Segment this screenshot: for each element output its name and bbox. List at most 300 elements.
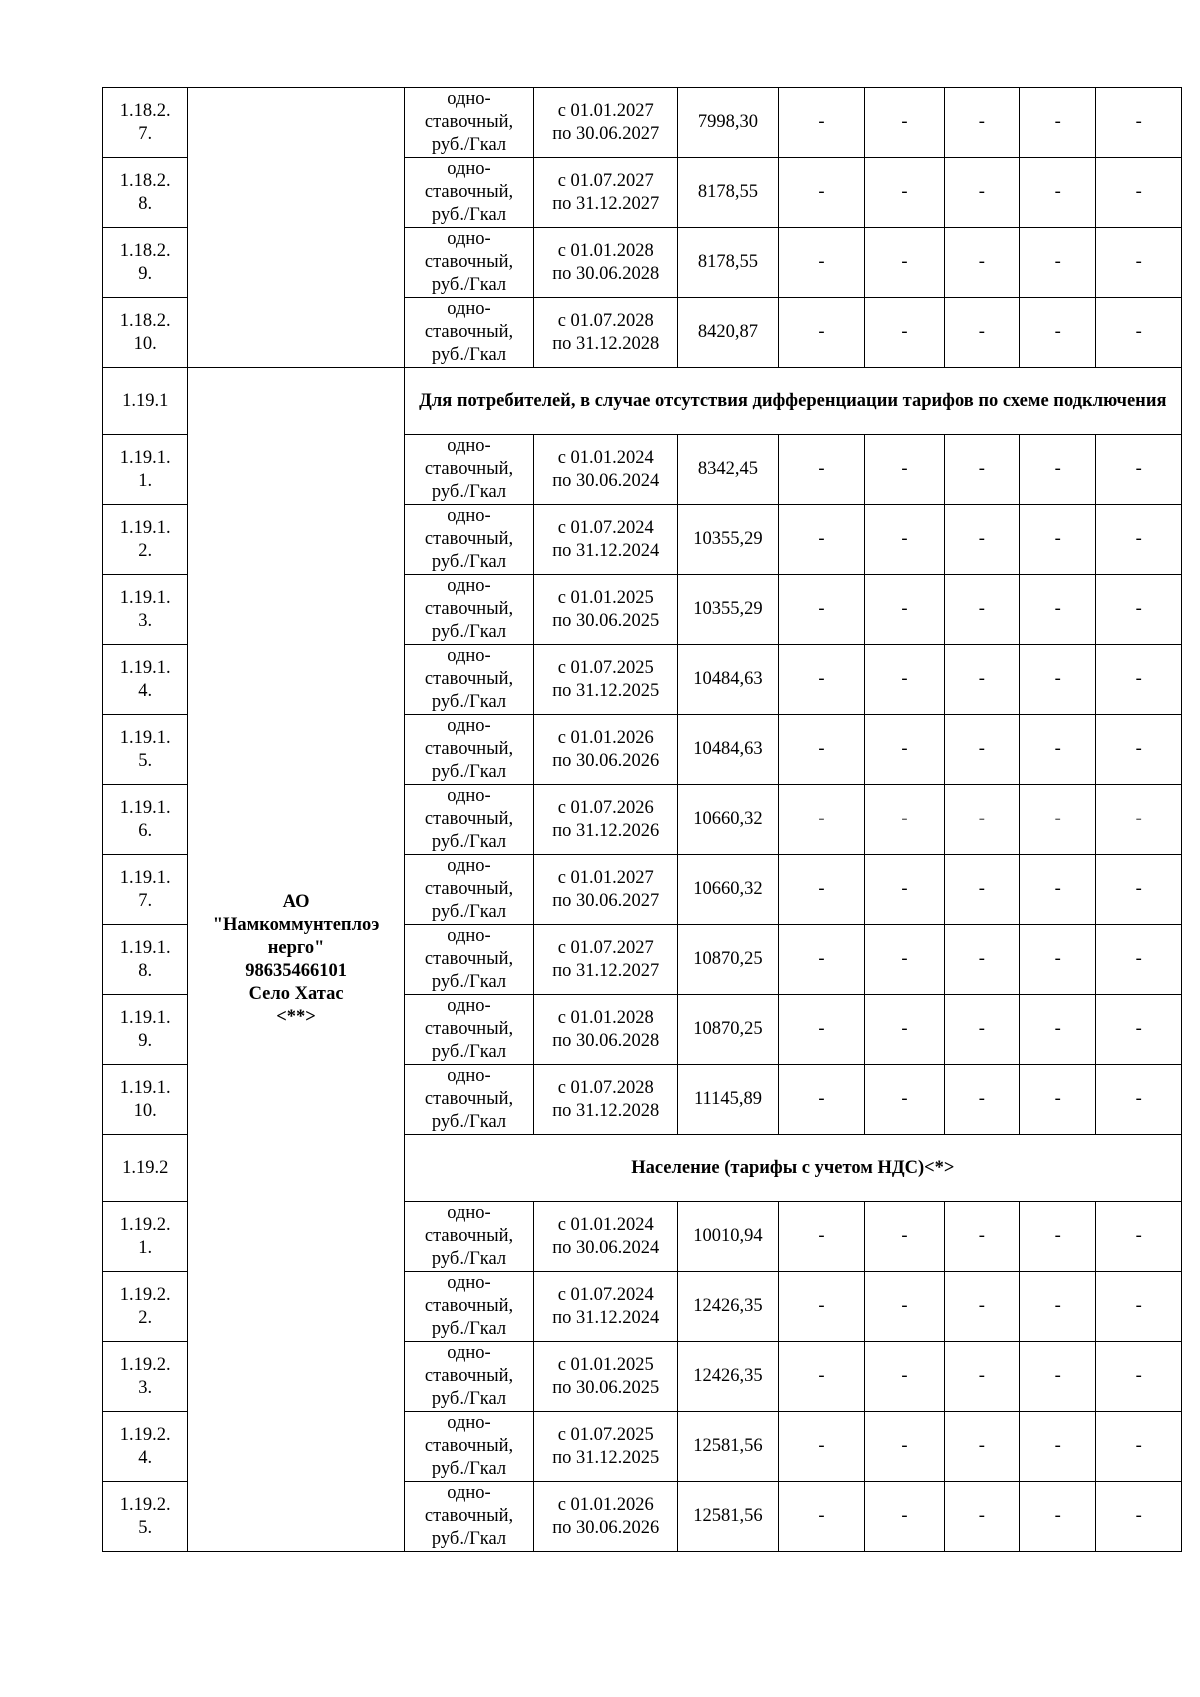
period: [534, 1065, 678, 1135]
period: [534, 715, 678, 785]
rate-type: [404, 995, 534, 1065]
rate-type: [404, 298, 534, 368]
empty-value: -: [778, 715, 864, 785]
empty-value: -: [1020, 298, 1096, 368]
rate-type-line: ставочный,: [424, 1506, 514, 1526]
empty-value: -: [865, 995, 944, 1065]
row-number-part: 10.: [133, 333, 157, 354]
empty-value: -: [1096, 785, 1182, 855]
empty-value: -: [1096, 1202, 1182, 1272]
row-number-part: 1.18.2.: [119, 310, 171, 331]
empty-value: -: [1096, 228, 1182, 298]
rate-type-line: одно-: [447, 786, 491, 806]
row-number-part: 1.19.1.: [119, 937, 171, 958]
row-number: [103, 298, 188, 368]
tariff-value: 7998,30: [678, 88, 779, 158]
rate-type-line: ставочный,: [424, 459, 514, 479]
rate-type-line: ставочный,: [424, 1436, 514, 1456]
empty-value: -: [865, 855, 944, 925]
tariff-value: 10660,32: [678, 785, 779, 855]
tariff-value: 8178,55: [678, 228, 779, 298]
tariff-value: 12581,56: [678, 1482, 779, 1552]
empty-value: -: [1096, 435, 1182, 505]
period-to: по 31.12.2027: [552, 193, 660, 214]
empty-value: -: [865, 298, 944, 368]
row-number: [103, 785, 188, 855]
period-from: с 01.07.2028: [557, 310, 654, 331]
row-number: [103, 1065, 188, 1135]
empty-value: -: [1020, 1412, 1096, 1482]
empty-value: -: [944, 1272, 1019, 1342]
row-number: [103, 575, 188, 645]
row-number-part: 1.: [138, 470, 153, 491]
organization-cell: [188, 368, 404, 1552]
empty-value: -: [1020, 1272, 1096, 1342]
period: [534, 505, 678, 575]
rate-type-line: руб./Гкал: [431, 972, 507, 992]
rate-type: [404, 88, 534, 158]
period-to: по 30.06.2027: [552, 123, 660, 144]
section-row: [103, 368, 1182, 435]
rate-type-line: ставочный,: [424, 879, 514, 899]
empty-value: -: [1020, 228, 1096, 298]
rate-type-line: одно-: [447, 576, 491, 596]
empty-value: -: [944, 645, 1019, 715]
period-from: с 01.07.2027: [557, 170, 654, 191]
empty-value: -: [1020, 435, 1096, 505]
period-to: по 31.12.2024: [552, 1307, 660, 1328]
empty-value: -: [944, 855, 1019, 925]
rate-type-line: одно-: [447, 1066, 491, 1086]
rate-type-line: руб./Гкал: [431, 345, 507, 365]
empty-value: -: [1096, 575, 1182, 645]
rate-type: [404, 158, 534, 228]
period: [534, 1272, 678, 1342]
period-to: по 31.12.2025: [552, 1447, 660, 1468]
period-to: по 31.12.2028: [552, 333, 660, 354]
rate-type-line: одно-: [447, 1413, 491, 1433]
rate-type-line: ставочный,: [424, 1089, 514, 1109]
tariff-value: 10870,25: [678, 995, 779, 1065]
period: [534, 1412, 678, 1482]
row-number-part: 1.19.1.: [119, 1077, 171, 1098]
empty-value: -: [1020, 575, 1096, 645]
period-to: по 30.06.2025: [552, 1377, 660, 1398]
empty-value: -: [778, 995, 864, 1065]
period-from: с 01.07.2027: [557, 937, 654, 958]
empty-value: -: [865, 88, 944, 158]
rate-type-line: руб./Гкал: [431, 762, 507, 782]
empty-value: -: [944, 298, 1019, 368]
row-number-part: 3.: [138, 1377, 153, 1398]
period-from: с 01.01.2026: [557, 727, 654, 748]
period: [534, 1342, 678, 1412]
rate-type-line: одно-: [447, 856, 491, 876]
period: [534, 435, 678, 505]
rate-type: [404, 1412, 534, 1482]
empty-value: -: [944, 88, 1019, 158]
rate-type-line: руб./Гкал: [431, 482, 507, 502]
rate-type-line: руб./Гкал: [431, 692, 507, 712]
period-to: по 30.06.2028: [552, 263, 660, 284]
empty-value: -: [865, 228, 944, 298]
period-from: с 01.07.2024: [557, 1284, 654, 1305]
empty-value: -: [778, 505, 864, 575]
empty-value: -: [944, 1412, 1019, 1482]
tariff-value: 12581,56: [678, 1412, 779, 1482]
empty-value: -: [778, 785, 864, 855]
empty-value: -: [865, 575, 944, 645]
row-number-part: 4.: [138, 680, 153, 701]
period-from: с 01.01.2027: [557, 867, 654, 888]
row-number: [103, 435, 188, 505]
empty-value: -: [1020, 715, 1096, 785]
rate-type-line: ставочный,: [424, 1226, 514, 1246]
period-to: по 30.06.2027: [552, 890, 660, 911]
period-to: по 31.12.2025: [552, 680, 660, 701]
row-number-part: 1.19.1.: [119, 867, 171, 888]
organization-line: АО: [282, 891, 310, 912]
empty-value: -: [944, 1065, 1019, 1135]
row-number-part: 1.: [138, 1237, 153, 1258]
empty-value: -: [944, 785, 1019, 855]
empty-value: -: [1020, 925, 1096, 995]
period-to: по 30.06.2025: [552, 610, 660, 631]
row-number-part: 1.19.2.: [119, 1494, 171, 1515]
row-number-part: 1.19.1.: [119, 1007, 171, 1028]
tariff-value: 8178,55: [678, 158, 779, 228]
empty-value: -: [778, 1412, 864, 1482]
row-number: [103, 88, 188, 158]
period: [534, 855, 678, 925]
empty-value: -: [1096, 995, 1182, 1065]
rate-type-line: ставочный,: [424, 809, 514, 829]
empty-value: -: [778, 435, 864, 505]
empty-value: -: [1096, 1272, 1182, 1342]
rate-type: [404, 228, 534, 298]
row-number-part: 5.: [138, 750, 153, 771]
empty-value: -: [1096, 88, 1182, 158]
rate-type-line: ставочный,: [424, 182, 514, 202]
rate-type-line: руб./Гкал: [431, 1529, 507, 1549]
organization-line: нерго": [267, 937, 325, 958]
empty-value: -: [778, 1202, 864, 1272]
rate-type-line: ставочный,: [424, 739, 514, 759]
empty-value: -: [865, 785, 944, 855]
row-number: [103, 645, 188, 715]
empty-value: -: [865, 1412, 944, 1482]
empty-value: -: [944, 995, 1019, 1065]
empty-value: -: [1096, 1482, 1182, 1552]
empty-value: -: [778, 925, 864, 995]
period-to: по 30.06.2026: [552, 750, 660, 771]
period: [534, 785, 678, 855]
row-number-part: 1.18.2.: [119, 170, 171, 191]
period-to: по 31.12.2024: [552, 540, 660, 561]
rate-type-line: ставочный,: [424, 669, 514, 689]
rate-type-line: ставочный,: [424, 1019, 514, 1039]
section-title: Для потребителей, в случае отсутствия дифференциации тарифов по схеме подключения: [404, 368, 1181, 435]
row-number-part: 1.19.2.: [119, 1284, 171, 1305]
rate-type: [404, 1482, 534, 1552]
empty-value: -: [1096, 1412, 1182, 1482]
organization-line: 98635466101: [245, 960, 347, 981]
rate-type-line: руб./Гкал: [431, 552, 507, 572]
empty-value: -: [1020, 1065, 1096, 1135]
period-from: с 01.01.2024: [557, 1214, 654, 1235]
empty-value: -: [1020, 785, 1096, 855]
row-number: [103, 715, 188, 785]
row-number-part: 1.19.1.: [119, 447, 171, 468]
empty-value: -: [1020, 645, 1096, 715]
empty-value: -: [1020, 995, 1096, 1065]
row-number-part: 9.: [138, 1030, 153, 1051]
empty-value: -: [944, 925, 1019, 995]
period: [534, 1482, 678, 1552]
rate-type-line: одно-: [447, 646, 491, 666]
rate-type-line: одно-: [447, 299, 491, 319]
period: [534, 1202, 678, 1272]
empty-value: -: [1096, 715, 1182, 785]
row-number: [103, 1202, 188, 1272]
empty-value: -: [1020, 1342, 1096, 1412]
row-number: [103, 1412, 188, 1482]
row-number: [103, 995, 188, 1065]
period: [534, 228, 678, 298]
empty-value: -: [865, 1342, 944, 1412]
empty-value: -: [1020, 88, 1096, 158]
rate-type-line: одно-: [447, 436, 491, 456]
rate-type-line: ставочный,: [424, 529, 514, 549]
period: [534, 645, 678, 715]
rate-type: [404, 645, 534, 715]
period: [534, 995, 678, 1065]
row-number-part: 1.19.1.: [119, 517, 171, 538]
rate-type-line: руб./Гкал: [431, 832, 507, 852]
rate-type-line: ставочный,: [424, 322, 514, 342]
row-number: [103, 855, 188, 925]
row-number-part: 7.: [138, 890, 153, 911]
tariff-value: 10010,94: [678, 1202, 779, 1272]
empty-value: -: [778, 1482, 864, 1552]
row-number-part: 1.19.1.: [119, 657, 171, 678]
period-to: по 30.06.2028: [552, 1030, 660, 1051]
rate-type-line: ставочный,: [424, 1296, 514, 1316]
empty-value: -: [778, 1065, 864, 1135]
period: [534, 88, 678, 158]
row-number: [103, 228, 188, 298]
rate-type: [404, 925, 534, 995]
empty-value: -: [865, 1065, 944, 1135]
rate-type-line: одно-: [447, 716, 491, 736]
empty-value: -: [944, 158, 1019, 228]
empty-value: -: [778, 1342, 864, 1412]
empty-value: -: [944, 575, 1019, 645]
tariff-value: 11145,89: [678, 1065, 779, 1135]
tariff-value: 8420,87: [678, 298, 779, 368]
rate-type-line: руб./Гкал: [431, 622, 507, 642]
period-to: по 31.12.2027: [552, 960, 660, 981]
empty-value: -: [865, 1202, 944, 1272]
period-from: с 01.07.2025: [557, 657, 654, 678]
section-title: Население (тарифы с учетом НДС)<*>: [404, 1135, 1181, 1202]
period: [534, 158, 678, 228]
tariff-value: 12426,35: [678, 1272, 779, 1342]
empty-value: -: [1020, 505, 1096, 575]
period-from: с 01.01.2024: [557, 447, 654, 468]
empty-value: -: [865, 505, 944, 575]
rate-type: [404, 1065, 534, 1135]
empty-value: -: [778, 855, 864, 925]
row-number-part: 1.19.1.: [119, 727, 171, 748]
rate-type-line: одно-: [447, 506, 491, 526]
organization-cell: [188, 88, 404, 368]
section-number: 1.19.2: [103, 1135, 188, 1202]
tariff-table: [102, 87, 1182, 1552]
rate-type-line: руб./Гкал: [431, 135, 507, 155]
tariff-value: 8342,45: [678, 435, 779, 505]
empty-value: -: [1096, 1342, 1182, 1412]
rate-type-line: одно-: [447, 89, 491, 109]
row-number-part: 4.: [138, 1447, 153, 1468]
empty-value: -: [944, 228, 1019, 298]
rate-type-line: одно-: [447, 1483, 491, 1503]
period-to: по 30.06.2026: [552, 1517, 660, 1538]
empty-value: -: [1096, 505, 1182, 575]
rate-type-line: ставочный,: [424, 1366, 514, 1386]
row-number-part: 1.19.2.: [119, 1424, 171, 1445]
empty-value: -: [865, 435, 944, 505]
empty-value: -: [865, 645, 944, 715]
empty-value: -: [778, 228, 864, 298]
empty-value: -: [865, 925, 944, 995]
tariff-table-body: [103, 88, 1182, 1552]
empty-value: -: [944, 715, 1019, 785]
empty-value: -: [1096, 855, 1182, 925]
empty-value: -: [778, 298, 864, 368]
row-number-part: 6.: [138, 820, 153, 841]
rate-type: [404, 1202, 534, 1272]
period: [534, 298, 678, 368]
row-number-part: 1.18.2.: [119, 100, 171, 121]
period-from: с 01.07.2026: [557, 797, 654, 818]
empty-value: -: [1096, 158, 1182, 228]
empty-value: -: [1096, 298, 1182, 368]
row-number: [103, 1272, 188, 1342]
tariff-value: 10355,29: [678, 505, 779, 575]
rate-type: [404, 1272, 534, 1342]
row-number-part: 1.19.2.: [119, 1214, 171, 1235]
rate-type-line: руб./Гкал: [431, 1459, 507, 1479]
period-from: с 01.07.2028: [557, 1077, 654, 1098]
organization-line: <**>: [276, 1006, 316, 1027]
rate-type: [404, 575, 534, 645]
tariff-value: 10870,25: [678, 925, 779, 995]
row-number: [103, 925, 188, 995]
tariff-value: 10660,32: [678, 855, 779, 925]
empty-value: -: [778, 645, 864, 715]
table-row: [103, 88, 1182, 158]
empty-value: -: [778, 88, 864, 158]
row-number-part: 9.: [138, 263, 153, 284]
empty-value: -: [865, 1482, 944, 1552]
rate-type: [404, 1342, 534, 1412]
rate-type-line: руб./Гкал: [431, 1389, 507, 1409]
empty-value: -: [1020, 158, 1096, 228]
rate-type-line: руб./Гкал: [431, 1112, 507, 1132]
row-number-part: 5.: [138, 1517, 153, 1538]
rate-type-line: одно-: [447, 1273, 491, 1293]
rate-type-line: ставочный,: [424, 949, 514, 969]
section-number: 1.19.1: [103, 368, 188, 435]
rate-type-line: одно-: [447, 159, 491, 179]
row-number: [103, 505, 188, 575]
rate-type-line: ставочный,: [424, 112, 514, 132]
period-from: с 01.01.2026: [557, 1494, 654, 1515]
empty-value: -: [1020, 1482, 1096, 1552]
rate-type: [404, 855, 534, 925]
rate-type-line: руб./Гкал: [431, 902, 507, 922]
empty-value: -: [944, 1202, 1019, 1272]
empty-value: -: [778, 158, 864, 228]
empty-value: -: [1096, 925, 1182, 995]
rate-type-line: руб./Гкал: [431, 205, 507, 225]
period-from: с 01.01.2028: [557, 240, 654, 261]
empty-value: -: [944, 1482, 1019, 1552]
rate-type-line: одно-: [447, 926, 491, 946]
rate-type-line: руб./Гкал: [431, 1042, 507, 1062]
row-number-part: 3.: [138, 610, 153, 631]
rate-type-line: руб./Гкал: [431, 275, 507, 295]
tariff-value: 10484,63: [678, 645, 779, 715]
period-to: по 31.12.2028: [552, 1100, 660, 1121]
tariff-value: 10355,29: [678, 575, 779, 645]
empty-value: -: [1020, 1202, 1096, 1272]
empty-value: -: [778, 575, 864, 645]
empty-value: -: [865, 158, 944, 228]
row-number-part: 1.18.2.: [119, 240, 171, 261]
rate-type: [404, 435, 534, 505]
period-to: по 30.06.2024: [552, 470, 660, 491]
empty-value: -: [865, 715, 944, 785]
empty-value: -: [944, 1342, 1019, 1412]
row-number-part: 1.19.1.: [119, 587, 171, 608]
period-from: с 01.01.2025: [557, 587, 654, 608]
period-to: по 31.12.2026: [552, 820, 660, 841]
period: [534, 925, 678, 995]
rate-type-line: руб./Гкал: [431, 1319, 507, 1339]
rate-type-line: ставочный,: [424, 599, 514, 619]
empty-value: -: [1096, 1065, 1182, 1135]
row-number-part: 7.: [138, 123, 153, 144]
rate-type: [404, 715, 534, 785]
organization-line: "Намкоммунтеплоэ: [212, 914, 380, 935]
period-from: с 01.07.2024: [557, 517, 654, 538]
row-number-part: 2.: [138, 1307, 153, 1328]
empty-value: -: [1020, 855, 1096, 925]
empty-value: -: [1096, 645, 1182, 715]
empty-value: -: [944, 505, 1019, 575]
row-number-part: 1.19.2.: [119, 1354, 171, 1375]
period-from: с 01.07.2025: [557, 1424, 654, 1445]
row-number-part: 1.19.1.: [119, 797, 171, 818]
period-from: с 01.01.2027: [557, 100, 654, 121]
empty-value: -: [778, 1272, 864, 1342]
row-number-part: 2.: [138, 540, 153, 561]
tariff-value: 12426,35: [678, 1342, 779, 1412]
rate-type: [404, 505, 534, 575]
row-number: [103, 1482, 188, 1552]
